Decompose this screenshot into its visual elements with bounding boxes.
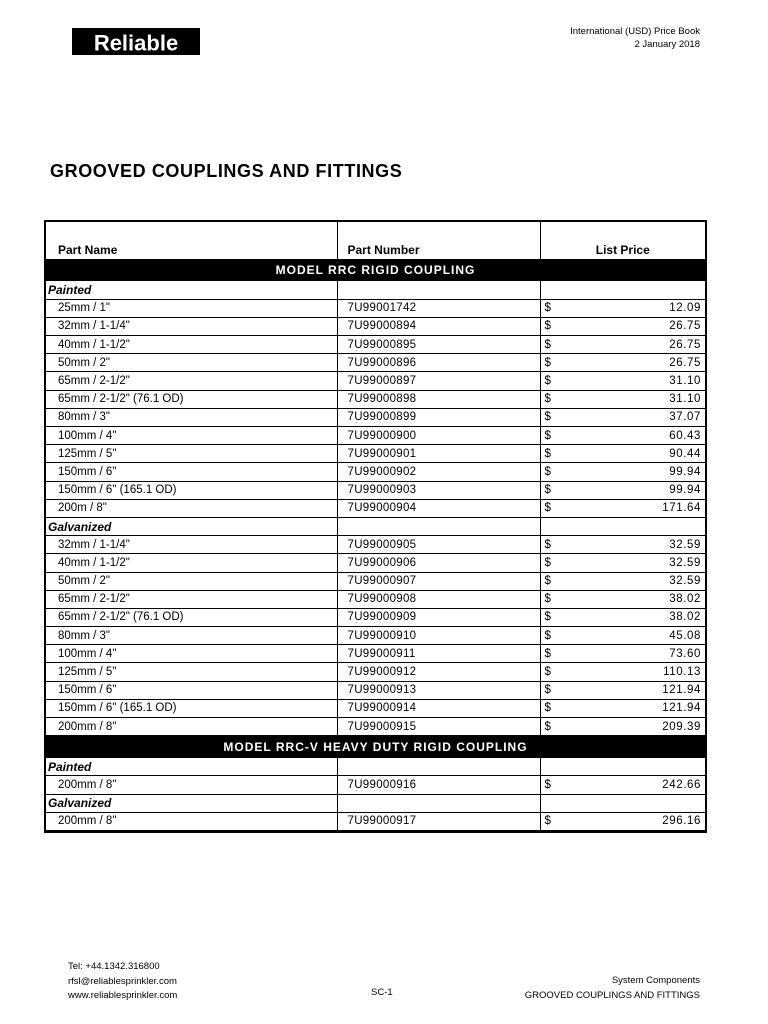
list-price-cell: [540, 776, 705, 794]
part-name-cell: 200mm / 8": [46, 718, 337, 736]
list-price-cell: [540, 590, 705, 608]
part-number-cell: 7U99001742: [337, 299, 540, 317]
table-row: [46, 572, 705, 590]
part-name-cell: 32mm / 1-1/4": [46, 317, 337, 335]
currency-symbol: $: [544, 411, 551, 424]
part-name-cell: 50mm / 2": [46, 572, 337, 590]
page-number: SC-1: [371, 987, 393, 998]
table-row: [46, 554, 705, 572]
table-body: [46, 259, 705, 830]
price-amount: 121.94: [662, 702, 701, 715]
part-number-cell: 7U99000914: [337, 699, 540, 717]
group-label: Painted: [46, 281, 337, 299]
list-price-cell: [540, 354, 705, 372]
table-row: [46, 481, 705, 499]
part-number-cell: 7U99000916: [337, 776, 540, 794]
part-name-cell: 200mm / 8": [46, 776, 337, 794]
part-number-cell: 7U99000908: [337, 590, 540, 608]
part-name-cell: 65mm / 2-1/2": [46, 372, 337, 390]
part-number-cell: 7U99000917: [337, 812, 540, 830]
group-empty-cell: [540, 281, 705, 299]
list-price-cell: [540, 408, 705, 426]
part-name-cell: 40mm / 1-1/2": [46, 554, 337, 572]
price-amount: 32.59: [669, 538, 701, 551]
table-row: [46, 336, 705, 354]
part-number-cell: 7U99000909: [337, 608, 540, 626]
table-row: [46, 299, 705, 317]
group-row: [46, 794, 705, 812]
column-header-list-price: List Price: [540, 222, 705, 259]
list-price-cell: [540, 336, 705, 354]
currency-symbol: $: [544, 575, 551, 588]
currency-symbol: $: [544, 538, 551, 551]
currency-symbol: $: [544, 338, 551, 351]
list-price-cell: [540, 572, 705, 590]
price-amount: 110.13: [663, 666, 701, 679]
section-header-row: [46, 736, 705, 758]
list-price-cell: [540, 499, 705, 517]
part-number-cell: 7U99000905: [337, 536, 540, 554]
group-empty-cell: [337, 794, 540, 812]
column-header-part-name: Part Name: [58, 243, 118, 257]
part-name-cell: 32mm / 1-1/4": [46, 536, 337, 554]
logo-text: Reliable: [93, 30, 179, 56]
table-row: [46, 427, 705, 445]
price-amount: 31.10: [669, 393, 701, 406]
part-number-cell: 7U99000898: [337, 390, 540, 408]
group-empty-cell: [337, 758, 540, 776]
list-price-cell: [540, 812, 705, 830]
table-row: [46, 317, 705, 335]
part-name-cell: 65mm / 2-1/2" (76.1 OD): [46, 390, 337, 408]
footer-tel: Tel: +44.1342.316800: [68, 961, 160, 972]
footer-website[interactable]: www.reliablesprinkler.com: [68, 990, 178, 1001]
group-row: [46, 281, 705, 299]
price-amount: 26.75: [669, 320, 701, 333]
part-name-cell: 65mm / 2-1/2": [46, 590, 337, 608]
section-title: MODEL RRC-V HEAVY DUTY RIGID COUPLING: [46, 736, 705, 758]
table-row: [46, 445, 705, 463]
table-row: [46, 499, 705, 517]
list-price-cell: [540, 627, 705, 645]
table-row: [46, 663, 705, 681]
price-amount: 38.02: [669, 593, 701, 606]
table-row: [46, 812, 705, 830]
footer-email[interactable]: rfsl@reliablesprinkler.com: [68, 975, 177, 987]
part-name-cell: 200m / 8": [46, 499, 337, 517]
table-row: [46, 463, 705, 481]
price-amount: 171.64: [662, 502, 701, 515]
part-name-cell: 200mm / 8": [46, 812, 337, 830]
table-row: [46, 408, 705, 426]
price-amount: 26.75: [669, 338, 701, 351]
part-name-cell: 65mm / 2-1/2" (76.1 OD): [46, 608, 337, 626]
price-amount: 73.60: [669, 647, 701, 660]
currency-symbol: $: [544, 556, 551, 569]
part-name-cell: 125mm / 5": [46, 445, 337, 463]
group-empty-cell: [540, 758, 705, 776]
table-row: [46, 718, 705, 736]
group-empty-cell: [337, 281, 540, 299]
part-name-cell: 80mm / 3": [46, 627, 337, 645]
footer-section: GROOVED COUPLINGS AND FITTINGS: [524, 989, 700, 1001]
footer-category: System Components: [611, 975, 700, 986]
part-name-cell: 50mm / 2": [46, 354, 337, 372]
list-price-cell: [540, 445, 705, 463]
price-amount: 90.44: [669, 447, 701, 460]
section-header-row: [46, 259, 705, 281]
price-amount: 60.43: [669, 429, 701, 442]
table-row: [46, 699, 705, 717]
table-row: [46, 390, 705, 408]
price-amount: 37.07: [669, 411, 701, 424]
section-title: MODEL RRC RIGID COUPLING: [46, 259, 705, 281]
currency-symbol: $: [544, 702, 551, 715]
part-number-cell: 7U99000894: [337, 317, 540, 335]
list-price-cell: [540, 681, 705, 699]
currency-symbol: $: [544, 447, 551, 460]
part-name-cell: 25mm / 1": [46, 299, 337, 317]
list-price-cell: [540, 608, 705, 626]
footer-contact: [68, 960, 177, 1004]
currency-symbol: $: [544, 778, 551, 791]
currency-symbol: $: [544, 666, 551, 679]
price-amount: 31.10: [669, 375, 701, 388]
price-amount: 242.66: [662, 778, 701, 791]
table-row: [46, 681, 705, 699]
part-number-cell: 7U99000899: [337, 408, 540, 426]
currency-symbol: $: [544, 502, 551, 515]
list-price-cell: [540, 463, 705, 481]
group-empty-cell: [540, 794, 705, 812]
currency-symbol: $: [544, 593, 551, 606]
part-name-cell: 150mm / 6" (165.1 OD): [46, 699, 337, 717]
currency-symbol: $: [544, 393, 551, 406]
group-row: [46, 758, 705, 776]
list-price-cell: [540, 427, 705, 445]
part-name-cell: 150mm / 6" (165.1 OD): [46, 481, 337, 499]
part-name-cell: 150mm / 6": [46, 463, 337, 481]
price-amount: 32.59: [669, 575, 701, 588]
part-number-cell: 7U99000904: [337, 499, 540, 517]
price-amount: 209.39: [662, 720, 701, 733]
table-row: [46, 372, 705, 390]
currency-symbol: $: [544, 465, 551, 478]
part-number-cell: 7U99000897: [337, 372, 540, 390]
column-header-part-number: Part Number: [337, 222, 540, 259]
table-header-row: [46, 222, 705, 259]
table-row: [46, 354, 705, 372]
currency-symbol: $: [544, 302, 551, 315]
list-price-cell: [540, 699, 705, 717]
part-name-cell: 125mm / 5": [46, 663, 337, 681]
part-number-cell: 7U99000911: [337, 645, 540, 663]
reliable-logo: [72, 26, 200, 58]
price-amount: 296.16: [662, 815, 701, 828]
currency-symbol: $: [544, 320, 551, 333]
currency-symbol: $: [544, 647, 551, 660]
part-number-cell: 7U99000910: [337, 627, 540, 645]
price-amount: 45.08: [669, 629, 701, 642]
list-price-cell: [540, 663, 705, 681]
price-amount: 121.94: [662, 684, 701, 697]
price-amount: 99.94: [669, 465, 701, 478]
list-price-cell: [540, 554, 705, 572]
part-number-cell: 7U99000900: [337, 427, 540, 445]
price-amount: 26.75: [669, 356, 701, 369]
part-number-cell: 7U99000906: [337, 554, 540, 572]
table-row: [46, 627, 705, 645]
part-name-cell: 100mm / 4": [46, 645, 337, 663]
group-empty-cell: [337, 517, 540, 535]
currency-symbol: $: [544, 684, 551, 697]
table-row: [46, 590, 705, 608]
page-title: GROOVED COUPLINGS AND FITTINGS: [50, 161, 403, 181]
part-number-cell: 7U99000895: [337, 336, 540, 354]
table-row: [46, 608, 705, 626]
group-label: Painted: [46, 758, 337, 776]
list-price-cell: [540, 536, 705, 554]
currency-symbol: $: [544, 429, 551, 442]
part-number-cell: 7U99000902: [337, 463, 540, 481]
currency-symbol: $: [544, 375, 551, 388]
part-number-cell: 7U99000896: [337, 354, 540, 372]
part-number-cell: 7U99000901: [337, 445, 540, 463]
group-row: [46, 517, 705, 535]
price-amount: 32.59: [669, 556, 701, 569]
currency-symbol: $: [544, 815, 551, 828]
list-price-cell: [540, 645, 705, 663]
part-number-cell: 7U99000913: [337, 681, 540, 699]
group-empty-cell: [540, 517, 705, 535]
currency-symbol: $: [544, 629, 551, 642]
list-price-cell: [540, 372, 705, 390]
price-table: [44, 220, 707, 833]
footer-section-info: [525, 974, 700, 1003]
table-row: [46, 645, 705, 663]
price-book-label: International (USD) Price Book: [570, 26, 700, 37]
header-info: [570, 25, 700, 51]
part-name-cell: 40mm / 1-1/2": [46, 336, 337, 354]
table-row: [46, 536, 705, 554]
part-number-cell: 7U99000912: [337, 663, 540, 681]
group-label: Galvanized: [46, 794, 337, 812]
price-amount: 12.09: [669, 302, 701, 315]
part-name-cell: 150mm / 6": [46, 681, 337, 699]
part-number-cell: 7U99000915: [337, 718, 540, 736]
list-price-cell: [540, 390, 705, 408]
currency-symbol: $: [544, 356, 551, 369]
part-number-cell: 7U99000907: [337, 572, 540, 590]
currency-symbol: $: [544, 611, 551, 624]
price-book-date: 2 January 2018: [634, 39, 700, 50]
table-row: [46, 776, 705, 794]
part-name-cell: 100mm / 4": [46, 427, 337, 445]
list-price-cell: [540, 299, 705, 317]
part-name-cell: 80mm / 3": [46, 408, 337, 426]
price-amount: 99.94: [669, 484, 701, 497]
group-label: Galvanized: [46, 517, 337, 535]
currency-symbol: $: [544, 720, 551, 733]
part-number-cell: 7U99000903: [337, 481, 540, 499]
price-amount: 38.02: [669, 611, 701, 624]
list-price-cell: [540, 718, 705, 736]
currency-symbol: $: [544, 484, 551, 497]
list-price-cell: [540, 481, 705, 499]
list-price-cell: [540, 317, 705, 335]
